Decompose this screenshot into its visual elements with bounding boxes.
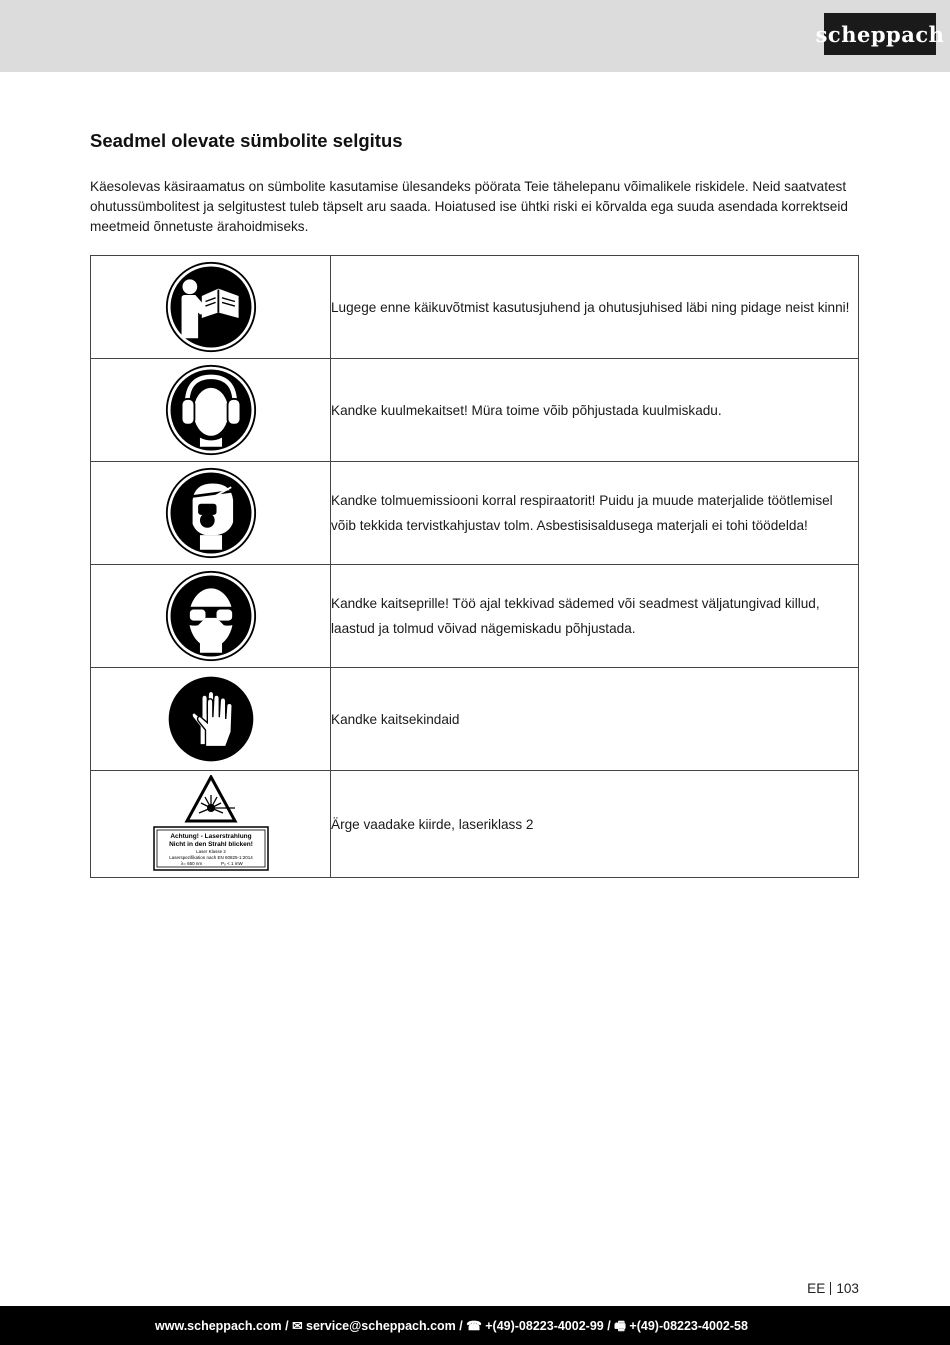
table-row [91, 359, 859, 462]
icon-cell [91, 359, 331, 462]
symbols-table [90, 255, 859, 878]
symbol-description: Kandke tolmuemissiooni korral respiraatorit! Puidu ja muude materjalide töötlemisel võib tekkida tervistkahjustav tolm. Asbestisisaldusega materjali ei tohi töödelda! [331, 462, 859, 565]
footer-band [0, 1306, 950, 1345]
page-language: EE [807, 1281, 826, 1296]
hearing-protection-icon [165, 364, 257, 456]
protective-gloves-icon [165, 673, 257, 765]
header-band [0, 0, 950, 72]
icon-cell [91, 565, 331, 668]
page-number-separator [830, 1282, 831, 1295]
symbol-description: Kandke kuulmekaitset! Müra toime võib põhjustada kuulmiskadu. [331, 359, 859, 462]
page-number-value: 103 [836, 1281, 859, 1296]
symbol-description: Kandke kaitseprille! Töö ajal tekkivad sädemed või seadmest väljatungivad killud, laastud ja tolmud võivad nägemiskadu põhjustada. [331, 565, 859, 668]
logo-text: scheppach [815, 21, 945, 47]
icon-cell [91, 462, 331, 565]
icon-cell [91, 771, 331, 878]
laser-label-line4: Laserspezifikation nach EN 60825-1:2014 [168, 855, 253, 860]
footer-contact: www.scheppach.com / ✉ service@scheppach.com / ☎ +(49)-08223-4002-99 / 🖷 +(49)-08223-4002-58 [155, 1319, 748, 1333]
laser-label-line3: Laser Klasse 2 [195, 849, 226, 854]
table-row [91, 668, 859, 771]
laser-label-wavelength: λ= 650 nm [180, 861, 202, 866]
page-title: Seadmel olevate sümbolite selgitus [90, 130, 403, 151]
safety-goggles-icon [165, 570, 257, 662]
table-row [91, 462, 859, 565]
laser-label-line2: Nicht in den Strahl blicken! [168, 841, 253, 848]
laser-warning-icon [151, 775, 271, 873]
symbol-description: Ärge vaadake kiirde, laseriklass 2 [331, 771, 859, 878]
brand-logo [815, 13, 945, 55]
icon-cell [91, 668, 331, 771]
read-manual-icon [165, 261, 257, 353]
symbol-description: Lugege enne käikuvõtmist kasutusjuhend ja ohutusjuhised läbi ning pidage neist kinni! [331, 256, 859, 359]
respirator-icon [165, 467, 257, 559]
table-row [91, 771, 859, 878]
symbol-description: Kandke kaitsekindaid [331, 668, 859, 771]
laser-label-power: P₀ < 1 mW [220, 861, 243, 866]
page-number [807, 1281, 859, 1296]
table-row [91, 256, 859, 359]
intro-paragraph: Käesolevas käsiraamatus on sümbolite kasutamise ülesandeks pöörata Teie tähelepanu võimalikele riskidele. Neid saatvatest ohutussümbolitest ja selgitustest tuleb täpselt aru saada. Hoiatused ise ühtki riski ei kõrvalda ega suuda asendada korrektseid meetmeid õnnetuste ärahoidmiseks. [90, 179, 848, 234]
laser-label-line1: Achtung! - Laserstrahlung [169, 833, 252, 840]
table-row [91, 565, 859, 668]
icon-cell [91, 256, 331, 359]
